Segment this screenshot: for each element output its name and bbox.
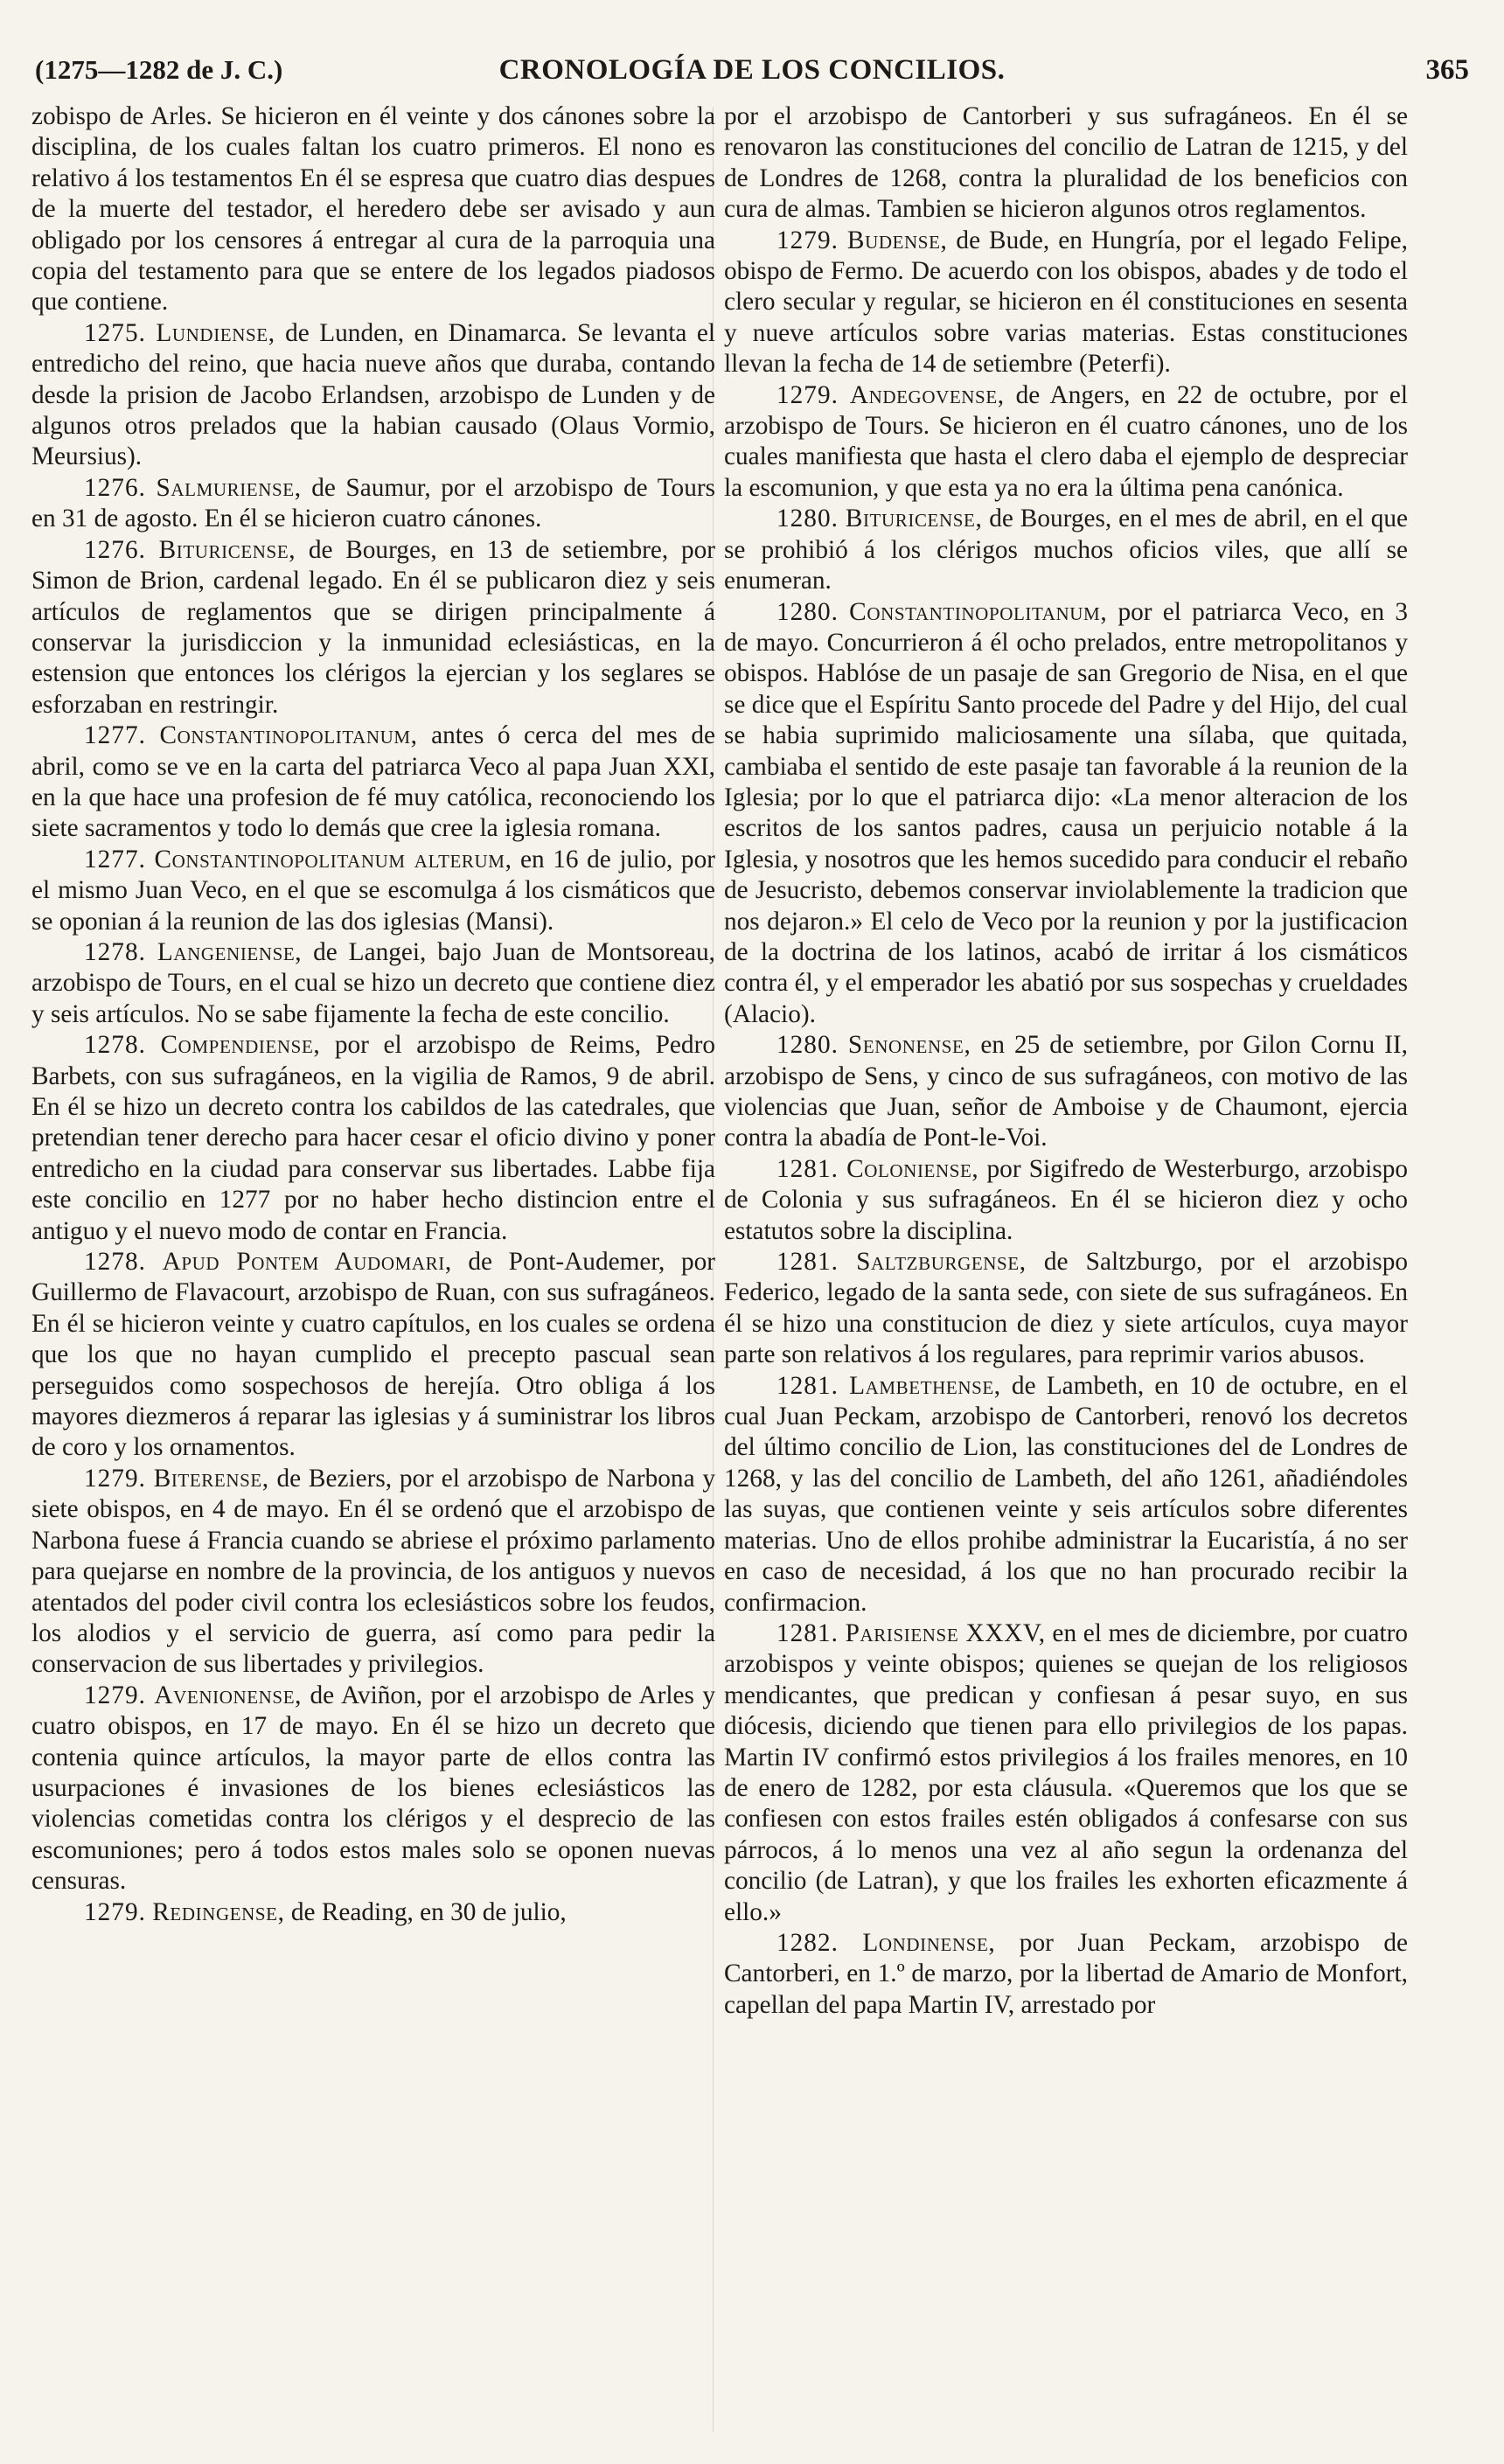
council-entry xyxy=(31,535,715,720)
running-header xyxy=(35,54,1469,94)
entry-text: de Bourges, en el mes de abril, en el que se prohibió á los clérigos muchos oficios viles, que allí se enumeran. xyxy=(724,505,1408,595)
council-name: Budense, xyxy=(846,226,948,254)
entry-text: de Reading, en 30 de julio, xyxy=(284,1897,567,1926)
entry-year: 1279. xyxy=(84,1681,146,1709)
continued-paragraph xyxy=(724,101,1408,226)
entry-year: 1281. xyxy=(776,1618,839,1647)
entry-text: de Angers, en 22 de octubre, por el arzobispo de Tours. Se hicieron en él cuatro cánones, uno de los cuales manifiesta que hasta el clero daba el ejemplo de despreciar la escomunion, y que esta ya no era la última pena canónica. xyxy=(724,380,1408,502)
entry-year: 1281. xyxy=(776,1248,839,1277)
entry-text: de Bude, en Hungría, por el legado Felipe, obispo de Fermo. De acuerdo con los obispos, abades y de todo el clero secular y regular, se hicieron en él constituciones en sesenta y nueve artículos sobre varias materias. Estas constituciones llevan la fecha de 14 de setiembre (Peterfi). xyxy=(724,226,1408,379)
entry-year: 1279. xyxy=(84,1464,146,1493)
entry-text: de Lambeth, en 10 de octubre, en el cual Juan Peckam, arzobispo de Cantorberi, renovó los decretos del último concilio de Lion, las constituciones del de Londres de 1268, y las del concilio de Lambeth, del año 1261, añadiéndoles las suyas, que contienen veinte y seis artículos sobre diferentes materias. Uno de ellos prohibe administrar la Eucaristía, á no ser en caso de necesidad, á los que no han procurado recibir la confirmacion. xyxy=(724,1371,1408,1617)
entry-text: por el arzobispo de Reims, Pedro Barbets, con sus sufragáneos, en la vigilia de Ramos, 9 de abril. En él se hizo un decreto contra los cabildos de las catedrales, que pretendian tener derecho para hacer cesar el oficio divino y poner entredicho en la ciudad para conservar sus libertades. Labbe fija este concilio en 1277 por no haber hecho distincion entre el antiguo y el nuevo modo de contar en Francia. xyxy=(31,1031,715,1245)
council-entry xyxy=(31,937,715,1030)
council-name: Langeniense, xyxy=(157,937,303,966)
council-entry xyxy=(31,720,715,845)
council-entry xyxy=(31,1681,715,1897)
entry-text: por Sigifredo de Westerburgo, arzobispo de Colonia y sus sufragáneos. En él se hicieron diez y ocho estatutos sobre la disciplina. xyxy=(724,1154,1408,1245)
entry-year: 1280. xyxy=(776,1031,839,1060)
entry-year: 1277. xyxy=(84,845,146,874)
entry-year: 1278. xyxy=(84,1031,146,1060)
council-name: Compendiense, xyxy=(160,1031,321,1060)
council-name: Senonense, xyxy=(847,1031,971,1060)
left-column xyxy=(31,101,715,2445)
entry-text: por Juan Peckam, arzobispo de Cantorberi, en 1.º de marzo, por la libertad de Amario de Monfort, capellan del papa Martin IV, arrestado por xyxy=(724,1928,1408,2019)
council-name: Bituricense, xyxy=(158,535,296,564)
council-entry xyxy=(724,504,1408,596)
entry-year: 1278. xyxy=(84,1248,146,1277)
entry-text: en 25 de setiembre, por Gilon Cornu II, arzobispo de Sens, y cinco de sus sufragáneos, con motivo de las violencias que Juan, señor de Amboise y de Chaumont, ejercia contra la abadía de Pont-le-Voi. xyxy=(724,1031,1408,1152)
council-name: Salmuriense, xyxy=(156,473,302,502)
council-entry xyxy=(724,597,1408,1031)
council-name: Andegovense, xyxy=(849,380,1005,409)
council-entry xyxy=(31,1464,715,1681)
council-entry xyxy=(724,226,1408,380)
entry-text: por el patriarca Veco, en 3 de mayo. Concurrieron á él ocho prelados, entre metropolitanos y obispos. Hablóse de un pasaje de san Gregorio de Nisa, en el que se dice que el Espíritu Santo procede del Padre y del Hijo, del cual se habia suprimido maliciosamente una sílaba, que quitada, cambiaba el sentido de este pasaje tan favorable á la reunion de la Iglesia; por lo que el patriarca dijo: «La menor alteracion de los escritos de los santos padres, causa un perjuicio notable á la Iglesia, y nosotros que les hemos sucedido para conducir el rebaño de Jesucristo, debemos conservar inviolablemente la tradicion que nos dejaron.» El celo de Veco por la reunion y por la justificacion de la doctrina de los latinos, acabó de irritar á los cismáticos contra él, y el emperador les abatió por sus sospechas y crueldades (Alacio). xyxy=(724,597,1408,1028)
council-name: Apud Pontem Audomari, xyxy=(162,1248,452,1277)
council-name: Saltzburgense, xyxy=(856,1248,1027,1277)
entry-year: 1279. xyxy=(776,226,839,254)
entry-year: 1275. xyxy=(84,318,146,347)
council-entry xyxy=(724,1154,1408,1247)
entry-text: de Bourges, en 13 de setiembre, por Simon de Brion, cardenal legado. En él se publicaron diez y seis artículos de reglamentos que se dirigen principalmente á conservar la jurisdiccion y la inmunidad eclesiásticas, en la estension que entonces los clérigos la ejercian y los seglares se esforzaban en restringir. xyxy=(31,535,715,719)
entry-text: de Saltzburgo, por el arzobispo Federico, legado de la santa sede, con siete de sus sufragáneos. En él se hizo una constitucion de diez y siete artículos, cuya mayor parte son relativos á los regulares, para reprimir varios abusos. xyxy=(724,1248,1408,1369)
council-name: Constantinopolitanum, xyxy=(849,597,1108,626)
entry-text: zobispo de Arles. Se hicieron en él veinte y dos cánones sobre la disciplina, de los cuales faltan los cuatro primeros. El nono es relativo á los testamentos En él se espresa que cuatro dias despues de la muerte del testador, el heredero debe ser avisado y aun obligado por los censores á entregar al cura de la parroquia una copia del testamento para que se entere de los legados piadosos que contiene. xyxy=(31,102,715,317)
header-date-range: (1275—1282 de J. C.) xyxy=(35,54,283,85)
council-name: Lambethense, xyxy=(849,1371,1001,1400)
entry-text: de Beziers, por el arzobispo de Narbona y siete obispos, en 4 de mayo. En él se ordenó que el arzobispo de Narbona fuese á Francia cuando se abriese el próximo parlamento para quejarse en nombre de la provincia, de los antiguos y nuevos atentados del poder civil contra los eclesiásticos sobre los feudos, los alodios y el servicio de guerra, así como para pedir la conservacion de sus libertades y privilegios. xyxy=(31,1464,715,1679)
council-name: Bituricense, xyxy=(845,505,983,533)
council-entry xyxy=(724,380,1408,505)
council-entry xyxy=(31,1030,715,1247)
entry-year: 1281. xyxy=(776,1371,839,1400)
council-entry xyxy=(724,1247,1408,1371)
council-name: Biterense, xyxy=(153,1464,269,1493)
entry-text: de Aviñon, por el arzobispo de Arles y cuatro obispos, en 17 de mayo. En él se hizo un decreto que contenia quince artículos, la mayor parte de ellos contra las usurpaciones é invasiones de los bienes eclesiásticos las violencias cometidas contra los clérigos y el desprecio de las escomuniones; pero á todos estos males solo se oponen nuevas censuras. xyxy=(31,1681,715,1896)
entry-year: 1276. xyxy=(84,473,146,502)
council-entry xyxy=(724,1928,1408,2021)
entry-year: 1282. xyxy=(776,1928,839,1957)
council-name: Constantinopolitanum alterum, xyxy=(154,845,512,874)
header-title: CRONOLOGÍA DE LOS CONCILIOS. xyxy=(498,54,1006,86)
council-entry xyxy=(31,845,715,937)
council-entry xyxy=(31,473,715,535)
council-entry xyxy=(724,1618,1408,1928)
entry-year: 1278. xyxy=(84,937,146,966)
council-name: Redingense, xyxy=(152,1897,285,1926)
entry-year: 1281. xyxy=(776,1154,839,1183)
continued-paragraph xyxy=(31,101,715,318)
council-entry xyxy=(31,1897,715,1928)
council-entry xyxy=(724,1030,1408,1154)
entry-text: de Lunden, en Dinamarca. Se levanta el entredicho del reino, que hacia nueve años que duraba, contando desde la prision de Jacobo Erlandsen, arzobispo de Lunden y de algunos otros prelados que la habian causado (Olaus Vormio, Meursius). xyxy=(31,318,715,471)
entry-year: 1280. xyxy=(776,505,839,533)
council-name: Coloniense, xyxy=(846,1154,979,1183)
council-entry xyxy=(31,1247,715,1464)
entry-text: por el arzobispo de Cantorberi y sus sufragáneos. En él se renovaron las constituciones del concilio de Latran de 1215, y del de Londres de 1268, contra la pluralidad de los beneficios con cura de almas. Tambien se hicieron algunos otros reglamentos. xyxy=(724,102,1408,224)
entry-text: de Saumur, por el arzobispo de Tours en 31 de agosto. En él se hicieron cuatro cánones. xyxy=(31,473,715,533)
entry-text: en el mes de diciembre, por cuatro arzobispos y veinte obispos; quienes se quejan de los religiosos mendicantes, que predican y confiesan á pesar suyo, en sus diócesis, diciendo que tienen para ello privilegios de los papas. Martin IV confirmó estos privilegios á los frailes menores, en 10 de enero de 1282, por esta cláusula. «Queremos que los que se confiesen con estos frailes estén obligados á confesarse con sus párrocos, á lo menos una vez al año segun la ordenanza del concilio (de Latran), y que los frailes les exhorten eficazmente á ello.» xyxy=(724,1618,1408,1926)
council-name: Londinense, xyxy=(862,1928,996,1957)
entry-year: 1279. xyxy=(84,1897,146,1926)
council-name: Avenionense, xyxy=(154,1681,303,1709)
entry-text: antes ó cerca del mes de abril, como se ve en la carta del patriarca Veco al papa Juan XXI, en la que hace una profesion de fé muy católica, reconociendo los siete sacramentos y todo lo demás que cree la iglesia romana. xyxy=(31,721,715,843)
council-name: Lundiense, xyxy=(156,318,275,347)
entry-text: de Pont-Audemer, por Guillermo de Flavacourt, arzobispo de Ruan, con sus sufragáneos. En él se hicieron veinte y cuatro capítulos, en los cuales se ordena que los que no hayan cumplido el precepto pascual sean perseguidos como sospechosos de herejía. Otro obliga á los mayores diezmeros á reparar las iglesias y á suministrar los libros de coro y los ornamentos. xyxy=(31,1248,715,1462)
entry-year: 1276. xyxy=(84,535,146,564)
entry-year: 1279. xyxy=(776,380,839,409)
council-name: Parisiense XXXV, xyxy=(845,1618,1046,1647)
council-entry xyxy=(31,318,715,473)
council-name: Constantinopolitanum, xyxy=(159,721,418,750)
page-number: 365 xyxy=(1425,54,1469,86)
entry-text: de Langei, bajo Juan de Montsoreau, arzobispo de Tours, en el cual se hizo un decreto que contiene diez y seis artículos. No se sabe fijamente la fecha de este concilio. xyxy=(31,937,715,1028)
right-column xyxy=(724,101,1408,2445)
entry-year: 1277. xyxy=(84,721,146,750)
entry-year: 1280. xyxy=(776,597,839,626)
entry-text: en 16 de julio, por el mismo Juan Veco, en el que se escomulga á los cismáticos que se oponian á la reunion de las dos iglesias (Mansi). xyxy=(31,845,715,936)
council-entry xyxy=(724,1371,1408,1618)
